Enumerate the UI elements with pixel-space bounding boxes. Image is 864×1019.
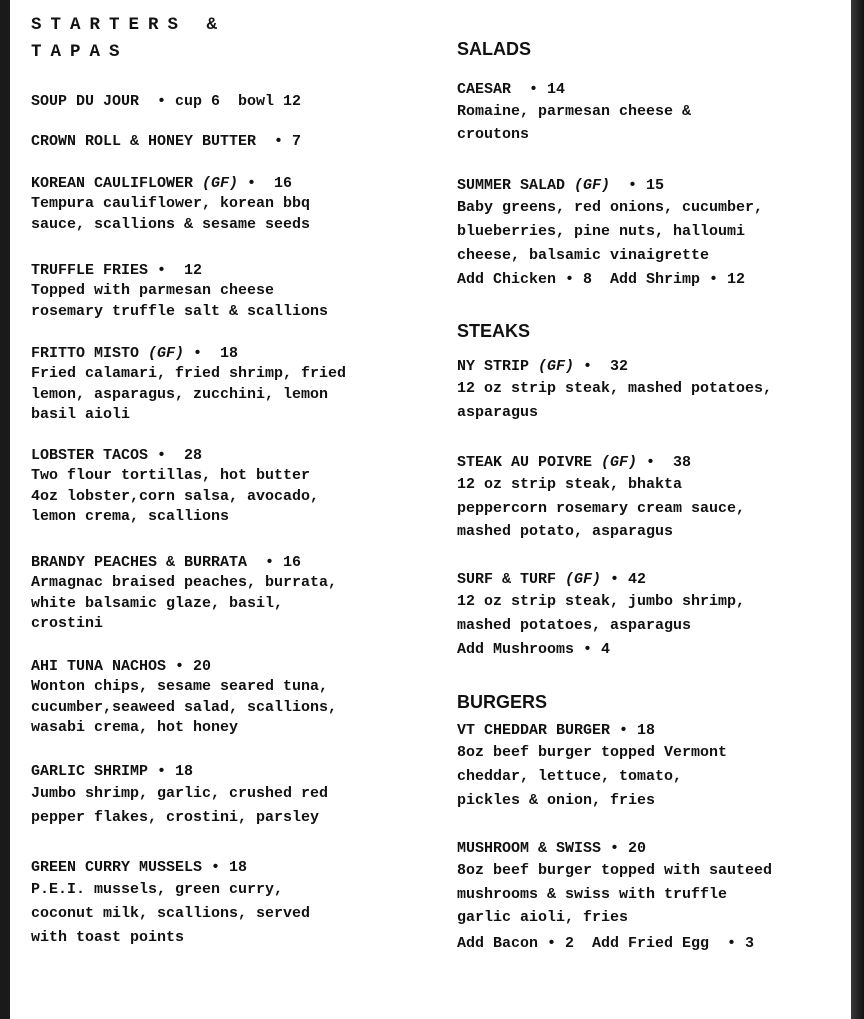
menu-item-surf-and-turf: [457, 569, 847, 662]
gf-tag: (GF): [538, 358, 575, 375]
item-desc: 4oz lobster,corn salsa, avocado,: [31, 487, 320, 505]
item-desc: garlic aioli, fries: [457, 909, 629, 926]
menu-item-summer-salad: [457, 175, 847, 292]
item-desc: Armagnac braised peaches, burrata,: [31, 574, 338, 591]
item-desc: pepper flakes, crostini, parsley: [31, 809, 320, 826]
item-name: SURF & TURF (GF) • 42: [457, 571, 647, 588]
item-name: SUMMER SALAD (GF) • 15: [457, 177, 665, 194]
item-name: BRANDY PEACHES & BURRATA • 16: [31, 554, 302, 571]
menu-item-steak-au-poivre: [457, 452, 847, 544]
item-name: STEAK AU POIVRE (GF) • 38: [457, 454, 692, 471]
item-desc: Romaine, parmesan cheese &: [457, 103, 692, 120]
gf-tag: (GF): [565, 571, 602, 588]
item-desc: Topped with parmesan cheese: [31, 282, 275, 299]
item-desc: cheese, balsamic vinaigrette: [457, 247, 710, 264]
item-desc: with toast points: [31, 929, 185, 946]
item-name: AHI TUNA NACHOS • 20: [31, 658, 212, 675]
item-desc: Fried calamari, fried shrimp, fried: [31, 365, 347, 382]
item-name: MUSHROOM & SWISS • 20: [457, 840, 647, 857]
starters-title-line1: STARTERS &: [31, 15, 227, 35]
item-desc: 12 oz strip steak, bhakta: [457, 476, 683, 493]
item-desc: mashed potatoes, asparagus: [457, 617, 692, 634]
item-desc: croutons: [457, 126, 530, 143]
item-desc: crostini: [31, 615, 104, 632]
item-name: CAESAR • 14: [457, 81, 566, 98]
item-desc: Jumbo shrimp, garlic, crushed red: [31, 785, 329, 802]
item-name: VT CHEDDAR BURGER • 18: [457, 722, 656, 739]
item-desc: cheddar, lettuce, tomato,: [457, 768, 683, 785]
item-desc: mushrooms & swiss with truffle: [457, 885, 728, 903]
item-name: NY STRIP (GF) • 32: [457, 358, 629, 375]
item-desc: wasabi crema, hot honey: [31, 719, 239, 736]
item-desc: lemon crema, scallions: [31, 508, 230, 525]
menu-item-fritto-misto: [31, 343, 441, 426]
section-heading-steaks: STEAKS: [457, 321, 531, 341]
item-desc: lemon, asparagus, zucchini, lemon: [31, 385, 329, 403]
item-desc: basil aioli: [31, 406, 131, 423]
menu-item-korean-cauliflower: [31, 173, 441, 235]
item-name: LOBSTER TACOS • 28: [31, 447, 203, 464]
menu-item-ny-strip: [457, 356, 847, 425]
menu-item-lobster-tacos: [31, 445, 441, 528]
item-name: GREEN CURRY MUSSELS • 18: [31, 859, 248, 876]
item-desc: cucumber,seaweed salad, scallions,: [31, 698, 338, 716]
page-edge-shadow: [851, 0, 864, 1019]
item-desc: white balsamic glaze, basil,: [31, 594, 284, 612]
menu-item-crown-roll: [31, 131, 441, 152]
item-name: CROWN ROLL & HONEY BUTTER • 7: [31, 133, 302, 150]
starters-title-line2: TAPAS: [31, 42, 129, 62]
menu-item-mushroom-swiss: [457, 838, 847, 957]
item-desc: asparagus: [457, 404, 539, 421]
gf-tag: (GF): [202, 175, 239, 192]
item-name: SOUP DU JOUR • cup 6 bowl 12: [31, 93, 302, 110]
item-desc: Two flour tortillas, hot butter: [31, 467, 311, 484]
item-desc: mashed potato, asparagus: [457, 523, 674, 540]
item-desc: blueberries, pine nuts, halloumi: [457, 223, 746, 240]
gf-tag: (GF): [148, 345, 185, 362]
item-addons: Add Chicken • 8 Add Shrimp • 12: [457, 271, 746, 288]
item-desc: 12 oz strip steak, mashed potatoes,: [457, 380, 773, 397]
item-desc: 8oz beef burger topped with sauteed: [457, 862, 773, 879]
item-desc: Baby greens, red onions, cucumber,: [457, 199, 764, 216]
item-desc: Wonton chips, sesame seared tuna,: [31, 678, 329, 695]
gf-tag: (GF): [601, 454, 638, 471]
item-desc: coconut milk, scallions, served: [31, 905, 311, 922]
item-name: TRUFFLE FRIES • 12: [31, 262, 203, 279]
item-name: GARLIC SHRIMP • 18: [31, 763, 194, 780]
item-desc: sauce, scallions & sesame seeds: [31, 215, 311, 233]
menu-item-ahi-tuna-nachos: [31, 656, 441, 739]
menu-item-soup: [31, 91, 441, 112]
gf-tag: (GF): [574, 177, 611, 194]
item-addons: Add Mushrooms • 4: [457, 641, 611, 658]
menu-item-caesar: [457, 79, 847, 146]
item-desc: rosemary truffle salt & scallions: [31, 302, 329, 320]
item-desc: Tempura cauliflower, korean bbq: [31, 195, 311, 212]
section-heading-burgers: BURGERS: [457, 692, 548, 712]
item-addons: Add Bacon • 2 Add Fried Egg • 3: [457, 934, 755, 952]
menu-item-truffle-fries: [31, 260, 441, 322]
item-name: KOREAN CAULIFLOWER (GF) • 16: [31, 175, 293, 192]
item-desc: peppercorn rosemary cream sauce,: [457, 499, 746, 517]
item-desc: 8oz beef burger topped Vermont: [457, 744, 728, 761]
item-name: FRITTO MISTO (GF) • 18: [31, 345, 239, 362]
item-desc: 12 oz strip steak, jumbo shrimp,: [457, 593, 746, 610]
menu-item-green-curry-mussels: [31, 857, 441, 950]
section-heading-salads: SALADS: [457, 39, 532, 59]
item-desc: P.E.I. mussels, green curry,: [31, 881, 284, 898]
menu-item-garlic-shrimp: [31, 761, 441, 830]
menu-item-brandy-peaches: [31, 552, 441, 635]
item-desc: pickles & onion, fries: [457, 792, 656, 809]
menu-item-vt-cheddar-burger: [457, 720, 847, 813]
